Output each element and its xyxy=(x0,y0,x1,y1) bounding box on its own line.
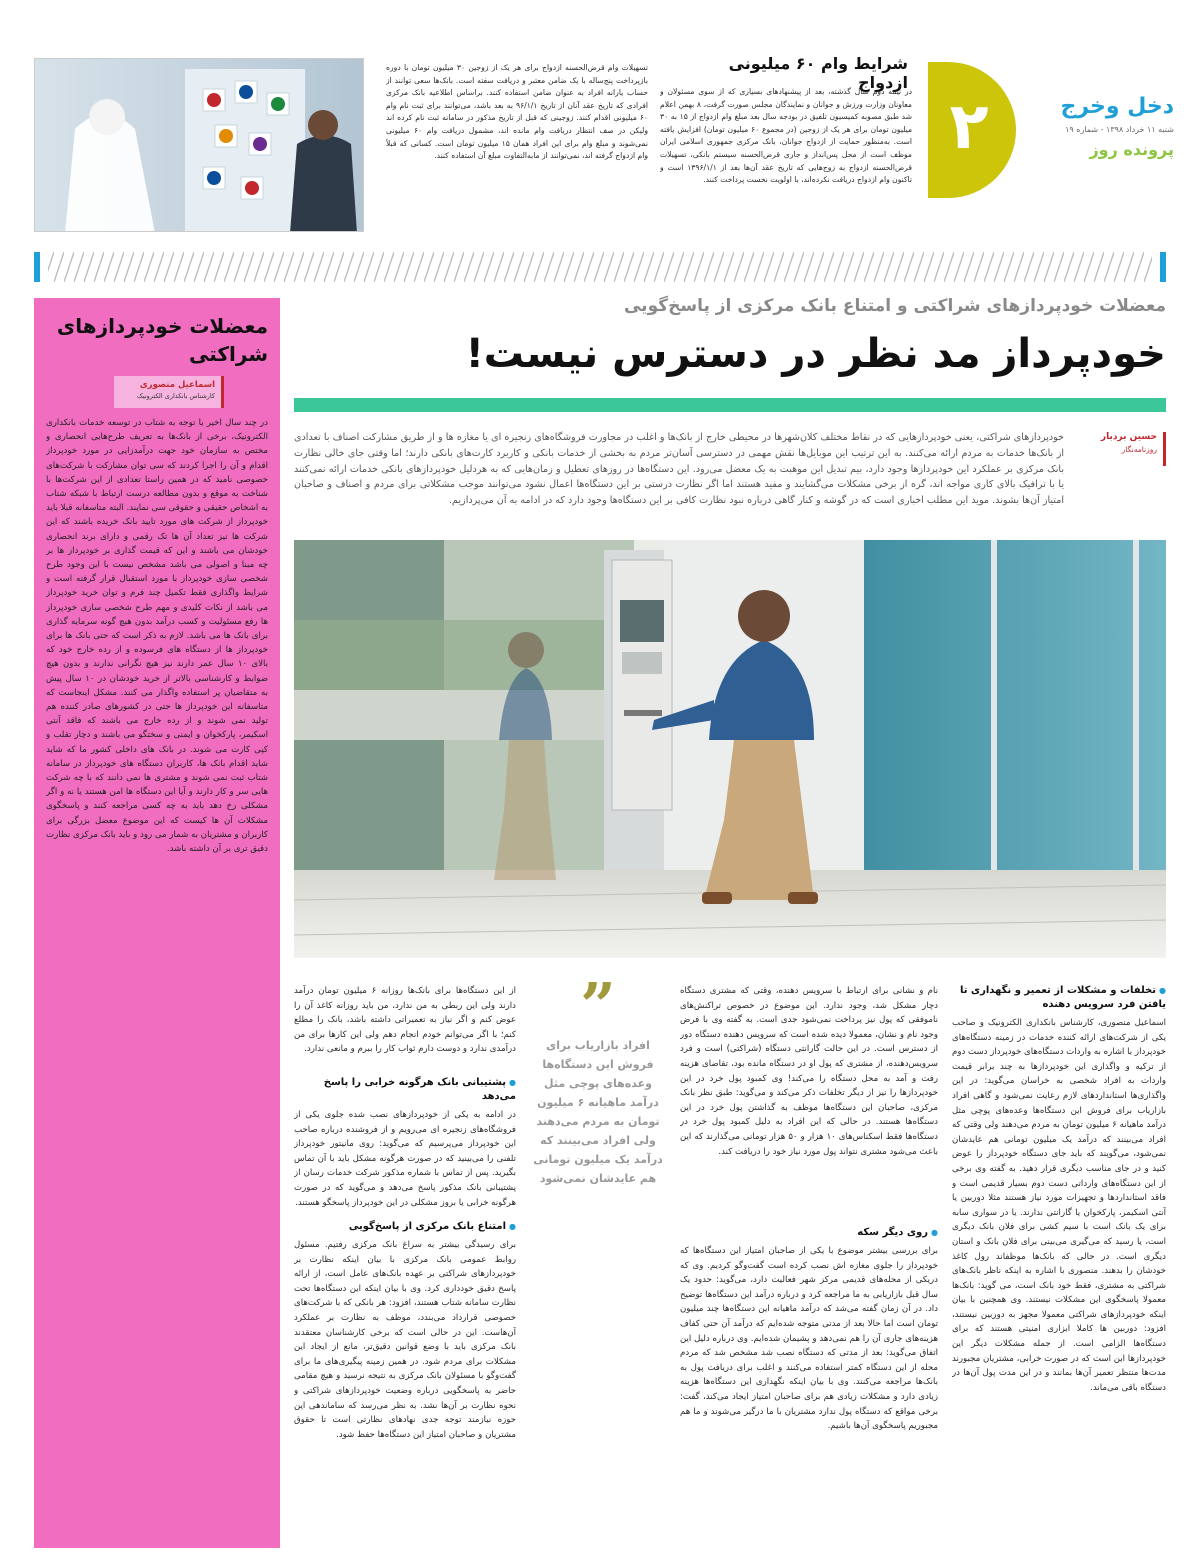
col4-body2: در ادامه به یکی از خودپردازهای نصب شده جلوی یکی از فروشگاه‌های زنجیره ای می‌رویم و از فروشنده درباره صاحب این خودپرداز می‌پرسیم که می‌گوید: روی مانیتور خودپرداز تلفنی را می‌بینید که در صورت هرگونه مشکل باید با آن تماس بگیرید. پس از تماس با شماره مذکور شرکت خدمات رسان از پشتیبانی بانک مذکور پاسخ می‌دهد و می‌گوید که در صورت هرگونه خرابی یا بروز مشکلی در این خودپرداز پاسخگو هستند. xyxy=(294,1110,516,1208)
atm-photo xyxy=(294,540,1166,958)
top-story-col-right: در نیمه دوم سال گذشته، بعد از پیشنهادهای بسیاری که از سوی مسئولان و معاونان وزارت ورزش و جوانان و نمایندگان مجلس صورت گرفت، ۸ بهمن اعلام شد طبق مصوبه کمیسیون تلفیق در بودجه سال بعد مبلغ وام ازدواج از ۱۵ به ۳۰ میلیون تومان برای هر یک از زوجین (در مجموع ۶۰ میلیون تومان) افزایش یافته است. به‌منظور حمایت از ازدواج جوانان، بانک مرکزی جمهوری اسلامی ایران موظف است از محل پس‌انداز و جاری قرض‌الحسنه سیستم بانکی، تسهیلات قرض‌الحسنه ازدواج به زوج‌هایی که تاریخ عقد آن‌ها بعد از ۱۳۹۶/۱/۱ است و تاکنون وام ازدواج دریافت نکرده‌اند، با اولویت نخست پرداخت کنند. xyxy=(660,87,912,185)
wedding-photo xyxy=(34,58,364,232)
sidebar-author-role: کارشناس بانکداری الکترونیک xyxy=(137,392,215,400)
headline-rule xyxy=(294,398,1166,412)
sidebar-author-box xyxy=(114,376,224,408)
top-story-title: شرایط وام ۶۰ میلیونی ازدواج xyxy=(728,54,908,92)
quote-mark-icon: ” xyxy=(580,969,616,1042)
col1-heading: ● تخلفات و مشکلات از تعمیر و نگهداری تا یافتن فرد سرویس دهنده xyxy=(952,984,1166,1012)
pull-quote-box xyxy=(530,969,666,1244)
sidebar-body: در چند سال اخیر با توجه به شتاب در توسعه خدمات بانکداری الکترونیک، برخی از بانک‌ها به تعریف طرح‌هایی انحصاری و مختص به سازمان خود جهت درآمدزایی در مورد خودپرداز اقدام و آن را اجرا کردند که سی توان مشارکت با شرکت‌های خصوصی نامید که در همین راستا تعدادی از این شرکت‌ها با شناخت به موقع و بدون مطالعه درست ارتباط با شبکه شتاب به اشخاص حقیقی و حقوقی سی نمایند. البته متاسفانه قبلا باید خودپرداز از شرکت های مورد تایید بانک خریده باشند که این شرکت ها نیز تعداد آن ها تک رقمی و دارای برند انحصاری خودشان می باشند و این که قیمت گذاری بر خودپرداز ها بر چه مبنا و اصولی می باشد مشخص نیست با این وجود طرح شخصی سازی خودپرداز با مورد استقبال قرار گرفته است و شرایط واگذاری فقط تکمیل چند فرم و توان خرید خودپرداز می باشد از نکات کلیدی و مهم طرح شخصی سازی خودپرداز ها رفع مسئولیت و کسب درآمد بدون هیچ گونه سرمایه گذاری برای بانک ها می باشد. لازم به ذکر است که حتی بانک ها برای خودپرداز ها از دستگاه های فرسوده و از رده خارج خود که بالای ۱۰ سال عمر دارند نیز هیچ نگرانی ندارند و بدون هیچ ضوابط و کارشناسی بالاتر از خرید خودشان در ۱۰ سال پیش به متقاضیان پر استفاده واگذار می کنند. مشکل اینجاست که متاسفانه این خودپرداز ها حتی در کشورهای صادر کننده هم تولید نمی شوند و از رده خارج می باشند که فاقد آنتی اسکیمر، پارکخوان و ایمنی و سختگو می باشند و دچار تقلب و کپی کارت می شوند. در بانک های داخلی کشور ما که شاید شاید اقدام بانک ها، کاربران دستگاه های خودپرداز در سامانه شتاب ثبت نمی شوند و مشتری ها نمی دانند که با چه شرکت هایی سر و کار دارند و آیا این دستگاه ها امن هستند یا نه و اگر مشکلی رخ دهد باید به چه کسی مراجعه کنند و پاسخگوی مشکلات آن ها کیست که این موضوع معضل بزرگی برای کاربران و مشتریان به شمار می رود و باید بانک مرکزی نظارت دقیق تری بر آن داشته باشد. xyxy=(46,418,268,855)
article-col2 xyxy=(680,984,938,1550)
col4-body3: برای رسیدگی بیشتر به سراغ بانک مرکزی رفتیم. مسئول روابط عمومی بانک مرکزی با بیان اینکه نظارت بر خودپردازهای شراکتی بر عهده بانک‌های عامل است، از ارائه پاسخ دقیق خودداری کرد. وی با بیان اینکه این دستگاه‌ها تحت نظارت سامانه شتاب هستند، افزود: هر بانکی که با شرکت‌های خصوصی قرارداد می‌بندد، موظف به نظارت بر عملکرد آن‌هاست. این در حالی است که برخی کارشناسان معتقدند بانک مرکزی باید با وضع قوانین دقیق‌تر، مانع از ایجاد این مشکلات برای مردم شود. در همین زمینه پیگیری‌های ما برای گفت‌وگو با مسئولان بانک مرکزی به نتیجه نرسید و هیچ مقامی حاضر به پاسخگویی درباره وضعیت خودپردازهای شراکتی و نحوه نظارت بر آن‌ها نشد. به نظر می‌رسد که ساماندهی این حوزه نیازمند توجه جدی نهادهای نظارتی است تا حقوق مشتریان و صاحبان امتیاز این دستگاه‌ها حفظ شود. xyxy=(294,1240,516,1440)
col4-heading1: ● پشتیبانی بانک هرگونه خرابی را پاسخ می‌دهد xyxy=(294,1076,516,1104)
sidebar-box xyxy=(34,298,280,1548)
col4-body: از این دستگاه‌ها برای بانک‌ها روزانه ۶ میلیون تومان درآمد دارند ولی این ربطی به من ندارد، من باید روزانه کاغذ آن را عوض کنم و اگر نیاز به تعمیراتی داشته باشد، بانک را مطلع کنم؛ با اگر می‌توانم خودم انجام دهم ولی این کارها برای من درآمدی ندارد و دوست دارم ثواب کار را ببرم و مانعی ندارد. xyxy=(294,986,516,1055)
sidebar-author-name: اسماعیل منصوری xyxy=(139,380,215,390)
top-section xyxy=(0,0,1200,250)
col2-body: نام و نشانی برای ارتباط با سرویس دهنده، وقتی که مشتری دستگاه دچار مشکل شد، وجود ندارد. این موضوع در خصوص تراکنش‌های ناموفقی که پول نیز پرداخت نمی‌شود جدی است. به گفته وی با فرض وجود نام و نشان، معمولا دیده شده است که سرویس دهنده دستگاه دور از دسترس است. در این حالت گارانتی دستگاه (شراکتی) است و فرد سرویس‌دهنده، از مشتری که پول او در دستگاه مانده بود، تقاضای هزینه رفت و آمد به محل دستگاه را می‌کند! وی کمبود پول خرد در این خودپرداز‌ها را نیز از دیگر تخلفات ذکر می‌کند و می‌گوید: طبق نظر بانک مرکزی، صاحبان این دستگاه‌ها موظف به گذاشتن پول خرد در این دستگاه‌ها هستند. در حالی که این افراد به دلیل کمبود پول خرد در دستگاه‌ها فقط اسکناس‌های ۱۰ هزار و ۵۰ هزار تومانی می‌گذارند که این باعث می‌شود مشتری نتواند پول مورد نیاز خود را دریافت کند. xyxy=(680,986,938,1157)
section-name: پرونده روز xyxy=(1089,140,1174,159)
author-role: روزنامه‌نگار xyxy=(1121,445,1157,454)
col2-heading: ● روی دیگر سکه xyxy=(680,1226,938,1240)
author-name: حسین بردبار xyxy=(1100,432,1157,442)
col4-heading2: ● امتناع بانک مرکزی از پاسخ‌گویی xyxy=(294,1220,516,1234)
sidebar-title: معضلات خودپردازهای شراکتی xyxy=(56,314,268,366)
article-col4 xyxy=(294,984,516,1550)
logo: دخل وخرج xyxy=(1060,94,1174,119)
page-number: ۲ xyxy=(949,90,989,164)
lead-paragraph: خودپردازهای شراکتی، یعنی خودپردازهایی که در نقاط مختلف کلان‌شهرها در محیطی خارج از بانک‌ها و اغلب در مجاورت فروشگاه‌های زنجیره ای یا مغازه ها و از طریق مشارکت اصناف با تعدادی از بانک‌ها خدمات به مردم ارائه می‌کنند. به این ترتیب این موبایل‌ها نقش مهمی در دسترسی آسان‌تر مردم به بخشی از خدمات بانکی و کاربرد کارت‌های بانکی دارند؛ اما وقتی جای خالی نظارت بانک مرکزی بر عملکرد این خودپردازها وجود دارد، بیم تبدیل این موهبت به یک معضل می‌رود. این دستگاه‌ها در روزهای تعطیل و زمان‌هایی که به هردلیل خودپردازهای بانکی خدمات ارائه نمی‌کنند یا با ترافیک بالای کاری مواجه اند، گره از برخی مشکلات می‌گشایند و مفید هستند اما اگر نظارت درستی بر این دستگاه‌ها اعمال نشود می‌توانند موجب مشکلاتی برای مردم و اصناف و صاحبان امتیاز آن‌ها بشوند. موید این مطلب اخباری است که در گوشه و کنار گاهی درباره نبود نظارت کافی بر این دستگاه‌ها وجود دارد که در ادامه به آن می‌پردازیم. xyxy=(294,432,1064,507)
col1-body: اسماعیل منصوری، کارشناس بانکداری الکترونیک و صاحب یکی از شرکت‌های ارائه کننده خدمات در زمینه دستگاه‌های خودپرداز با اشاره به واردات دستگاه‌های خودپرداز دست دوم از ترکیه و واگذاری این خودپردازها به چند برابر قیمت واردات به افراد شخصی به خراسان می‌گوید: در این واگذاری‌ها استانداردهای لازم رعایت نمی‌شود و گاهی افراد بازاریاب برای فروش این دستگاه‌ها وعده‌های پوچی مثل درآمد ماهیانه ۶ میلیون تومان به مردم می‌دهند ولی وقتی که افراد می‌بینند که درآمد یک میلیون تومانی هم عایدشان نمی‌شود، می‌گویند که باید جای دستگاه خودپرداز را عوض کنید و در جای مناسب دیگری قرار دهید. به گفته وی برخی از این دستگاه‌های وارداتی دست دوم بسیار قدیمی است و فاقد استانداردها و تجهیزات مورد نیاز هستند مثلا دوربین یا آنتی اسکیمر، پارکخوان یا گارانتی ندارند. یا در سواری سابه برای یک بانک است با سیم کشی برای فلان بانک دیگری است، یا رسید که می‌گیری می‌بینی برای فلان بانک و استان دیگری است. در حالی که بانک‌ها موظفاند رول کاغذ خودشان را بدهند. منصوری با اشاره به اینکه ناظر بانک‌های شراکتی به مشتری، فقط خود بانک است، می گوید: بانک‌ها معمولا پاسخگوی این مشکلات نیستند. وی همچنین با بیان اینکه خودپردازهای شراکتی معمولا مجهز به دوربین نیستند، افزود: دوربین ها کاملا ابزاری امنیتی هستند که برای دستگاه‌ها الزامی است. از جمله مشکلات دیگر این خودپردازها این است که در صورت خرابی، مشتریان مجبورند مدت‌ها منتظر تعمیر آن‌ها بمانند و در این مدت پول آن‌ها در دستگاه باقی می‌ماند. xyxy=(952,1018,1166,1393)
issue-date: شنبه ۱۱ خرداد ۱۳۹۸ - شماره ۱۹ xyxy=(1065,125,1174,134)
pull-quote: افراد بازاریاب برای فروش این دستگاه‌ها وعده‌های پوچی مثل درآمد ماهیانه ۶ میلیون تومان به مردم می‌دهند ولی افراد می‌بینند که درآمد یک میلیون تومانی هم عایدشان نمی‌شود xyxy=(533,1039,663,1185)
article-col1 xyxy=(952,984,1166,1550)
top-story-col-left: تسهیلات وام قرض‌الحسنه ازدواج برای هر یک از زوجین ۳۰ میلیون تومان با دوره بازپرداخت پنج‌ساله با یک ضامن معتبر و دریافت سفته است. بانک‌ها سعی توانند از حساب یارانه افراد به عنوان ضامن استفاده کنند. براساس اطلاعیه بانک مرکزی افرادی که تاریخ عقد آنان از تاریخ ۹۶/۱/۱ به بعد باشد، می‌توانند برای ثبت نام وام ۶۰ میلیونی اقدام کنند. زوجینی که قبل از تاریخ مذکور در سامانه ثبت نام کرده اند ولیکن در صف انتظار دریافت وام مانده اند، مشمول دریافت وام ۶۰ میلیونی نمی‌شوند و مبلغ وام برای این افراد همان ۱۵ میلیون تومان است. کسانی که قبلاً وام ازدواج گرفته اند، نمی‌توانند از مابه‌التفاوت مبلغ آن استفاده کنند. xyxy=(386,63,648,161)
kicker: معضلات خودپردازهای شراکتی و امتناع بانک مرکزی از پاسخ‌گویی xyxy=(623,296,1166,316)
col2-body2: برای بررسی بیشتر موضوع با یکی از صاحبان امتیاز این دستگاه‌ها که خودپرداز را جلوی مغازه اش نصب کرده است گفت‌وگو کردیم. وی که دریکی از محله‌های قدیمی مرکز شهر فعالیت دارد، می‌گوید: حدود یک سال قبل بازاریابی به ما مراجعه کرد و درباره درآمد این دستگاه‌ها توضیح داد. در آن زمان گفته می‌شد که درآمد ماهیانه این دستگاه‌ها چند میلیون تومان است اما حالا بعد از مدتی متوجه شده‌ایم که درآمد آن حتی کفاف هزینه‌های جاری آن را هم نمی‌دهد و پشیمان شده‌ایم. وی درباره دلیل این اتفاق می‌گوید: بعد از مدتی که دستگاه نصب شد مشخص شد که مردم محله از این دستگاه کمتر استفاده می‌کنند و اغلب برای دریافت پول به بانک‌ها مراجعه می‌کنند. وی با بیان اینکه نگهداری این دستگاه‌ها هزینه زیادی دارد و مشکلات زیادی هم برای صاحبان امتیاز ایجاد می‌کند، گفت: برخی مواقع که دستگاه پول ندارد مشتریان با ما درگیر می‌شوند و ما هم مجبوریم پاسخگوی آن‌ها باشیم. xyxy=(680,1246,938,1432)
headline: خودپرداز مد نظر در دسترس نیست! xyxy=(465,331,1166,377)
section-separator xyxy=(34,252,1166,282)
author-box xyxy=(1072,432,1166,466)
